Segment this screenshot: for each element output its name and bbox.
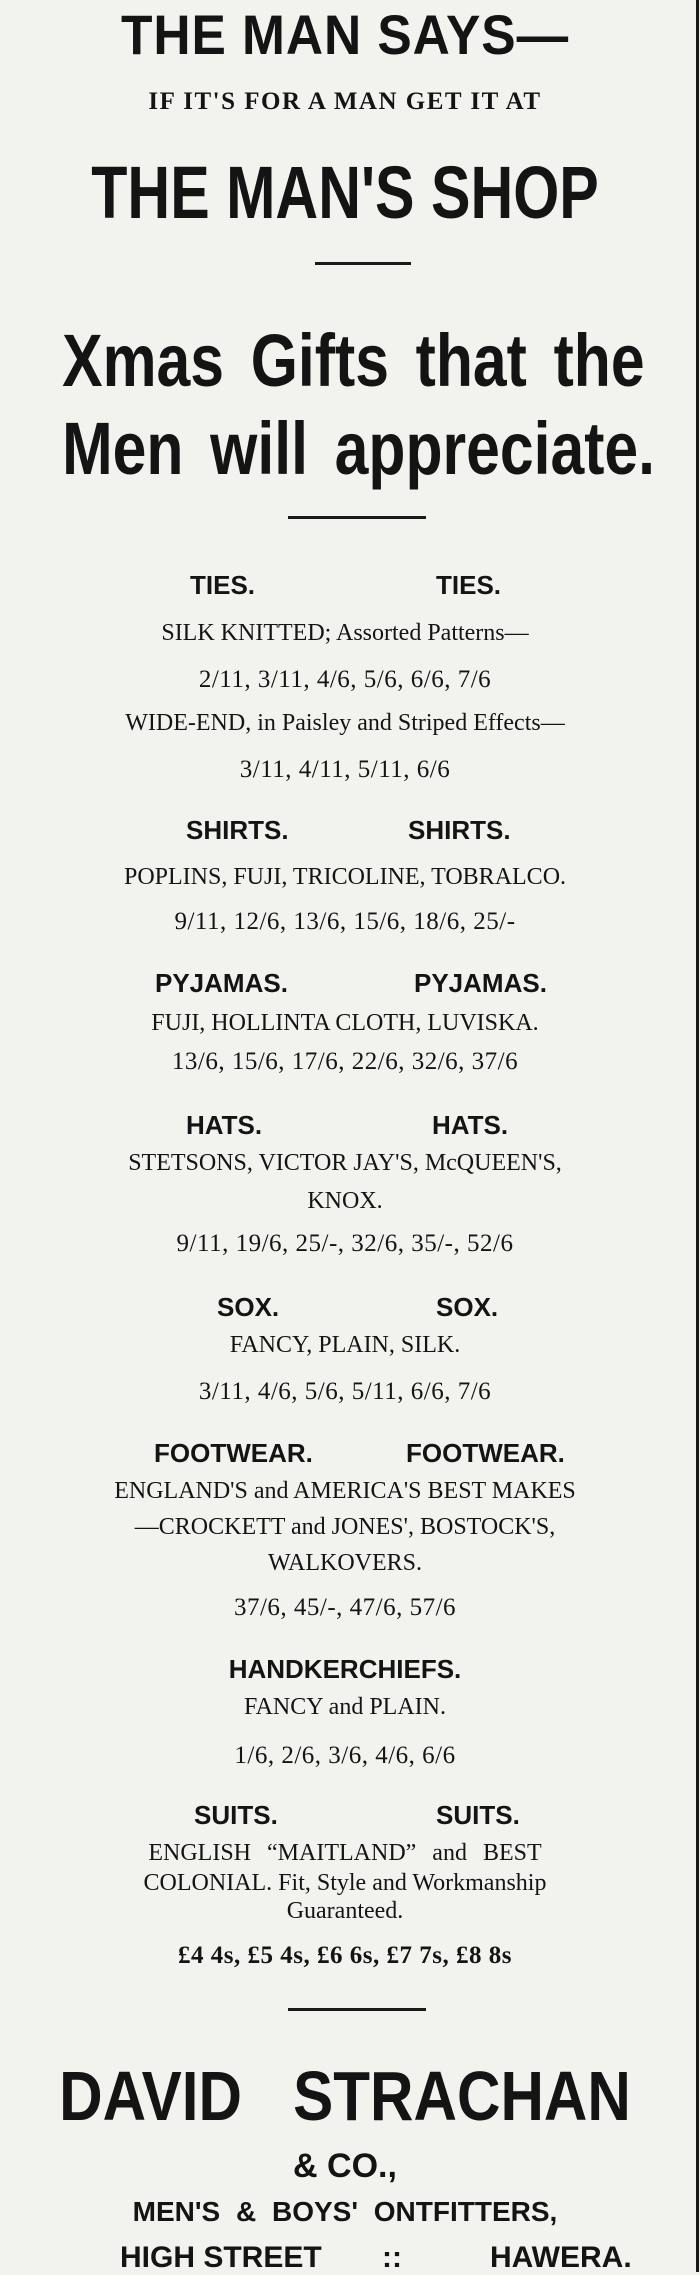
section-description: COLONIAL. Fit, Style and Workmanship (143, 1870, 547, 1896)
company-suffix: & CO., (293, 2147, 397, 2185)
section-prices: 2/11, 3/11, 4/6, 5/6, 6/6, 7/6 (198, 666, 492, 693)
section-description: FANCY and PLAIN. (244, 1694, 446, 1720)
section-prices: 37/6, 45/-, 47/6, 57/6 (233, 1594, 457, 1621)
section-heading-left: HATS. (186, 1110, 263, 1140)
section-heading-right: SHIRTS. (408, 815, 511, 845)
section-prices: 3/11, 4/6, 5/6, 5/11, 6/6, 7/6 (198, 1378, 492, 1405)
divider (288, 516, 426, 519)
section-prices: 9/11, 19/6, 25/-, 32/6, 35/-, 52/6 (176, 1230, 514, 1257)
section-heading-right: HATS. (432, 1110, 509, 1140)
section-heading-right: PYJAMAS. (414, 968, 547, 998)
section-prices: £4 4s, £5 4s, £6 6s, £7 7s, £8 8s (178, 1942, 512, 1969)
header-title: THE MAN SAYS— (120, 3, 570, 66)
section-prices: 9/11, 12/6, 13/6, 15/6, 18/6, 25/- (174, 908, 516, 935)
header-subtitle: IF IT'S FOR A MAN GET IT AT (148, 88, 542, 115)
section-description: FANCY, PLAIN, SILK. (229, 1332, 461, 1358)
divider (315, 262, 411, 265)
section-heading-right: FOOTWEAR. (406, 1438, 565, 1468)
divider (288, 2008, 426, 2011)
section-description: SILK KNITTED; Assorted Patterns— (161, 620, 529, 646)
section-prices: 3/11, 4/11, 5/11, 6/6 (239, 756, 451, 783)
address-separator: :: (382, 2241, 402, 2274)
shop-owner-name: DAVID STRACHAN (59, 2057, 631, 2135)
trade-description: MEN'S & BOYS' ONTFITTERS, (132, 2196, 558, 2227)
section-description: ENGLISH “MAITLAND” and BEST (148, 1840, 542, 1866)
section-heading-left: FOOTWEAR. (154, 1438, 313, 1468)
column-rule (696, 0, 699, 2272)
headline-line2: Men will appreciate. (62, 407, 656, 490)
section-heading-right: TIES. (436, 570, 502, 600)
section-heading-left: TIES. (190, 570, 256, 600)
section-heading-left: SHIRTS. (186, 815, 289, 845)
section-heading-right: SOX. (436, 1292, 499, 1322)
section-description: WIDE-END, in Paisley and Striped Effects— (125, 710, 565, 736)
section-description: STETSONS, VICTOR JAY'S, McQUEEN'S, (128, 1150, 562, 1176)
section-heading: HANDKERCHIEFS. (228, 1654, 462, 1684)
section-description: KNOX. (307, 1188, 383, 1214)
shop-name: THE MAN'S SHOP (91, 151, 599, 234)
headline-line1: Xmas Gifts that the (62, 319, 645, 402)
section-heading-left: SOX. (217, 1292, 280, 1322)
section-description: —CROCKETT and JONES', BOSTOCK'S, (134, 1514, 556, 1540)
section-description: WALKOVERS. (268, 1550, 422, 1576)
section-description: FUJI, HOLLINTA CLOTH, LUVISKA. (151, 1010, 539, 1036)
section-prices: 13/6, 15/6, 17/6, 22/6, 32/6, 37/6 (171, 1048, 519, 1075)
section-heading-left: SUITS. (194, 1800, 278, 1830)
street: HIGH STREET (120, 2241, 322, 2274)
town: HAWERA. (490, 2241, 632, 2274)
section-description: ENGLAND'S and AMERICA'S BEST MAKES (114, 1478, 576, 1504)
section-prices: 1/6, 2/6, 3/6, 4/6, 6/6 (234, 1742, 456, 1769)
section-description: Guaranteed. (286, 1898, 404, 1924)
section-heading-right: SUITS. (436, 1800, 520, 1830)
section-heading-left: PYJAMAS. (155, 968, 288, 998)
section-description: POPLINS, FUJI, TRICOLINE, TOBRALCO. (123, 864, 567, 890)
